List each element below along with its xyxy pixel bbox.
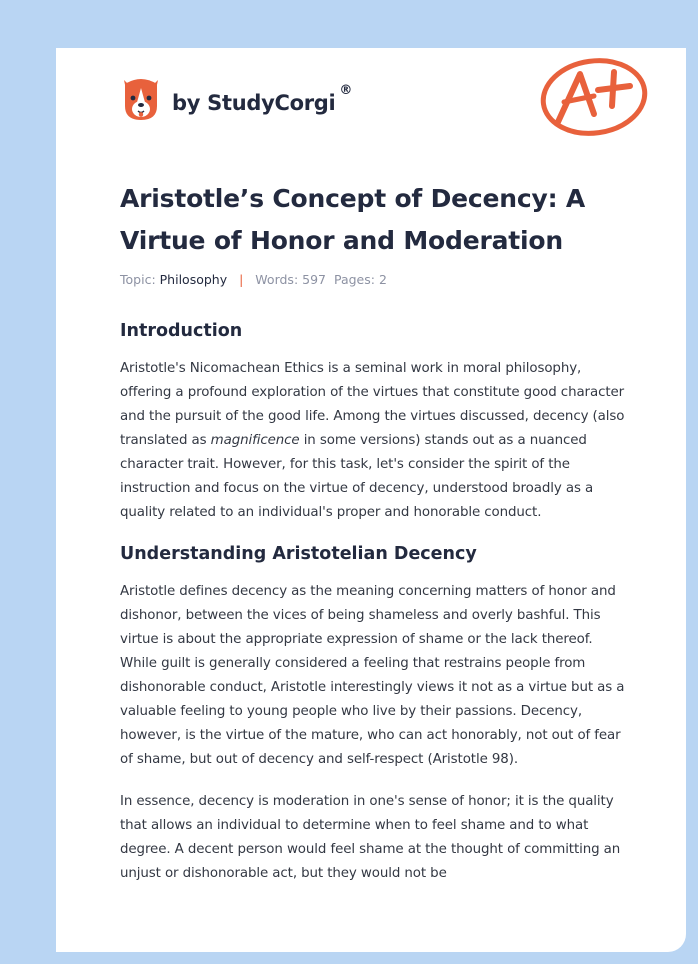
studycorgi-logo[interactable] <box>120 76 352 122</box>
pages-count: 2 <box>378 272 387 287</box>
article <box>120 178 632 886</box>
meta-separator: | <box>239 272 244 287</box>
topic-label: Topic: <box>120 272 156 287</box>
section-heading-introduction: Introduction <box>120 321 243 341</box>
pages-label: Pages: <box>333 272 375 287</box>
paragraph: Aristotle defines decency as the meaning concerning matters of honor and dishonor, between the vices of being shameless and overly bashful. This virtue is about the appropriate expression of shame or the lack thereof. While guilt is generally considered a feeling that restrains people from dishonorable conduct, Aristotle interestingly views it not as a virtue but as a valuable feeling to young people who live by their passions. Decency, however, is the virtue of the mature, who can act honorably, not out of fear of shame, but out of decency and self-respect (Aristotle 98). <box>120 584 625 767</box>
words-label: Words: <box>255 272 299 287</box>
words-count: 597 <box>302 272 326 287</box>
corgi-icon <box>120 76 162 122</box>
grade-badge <box>536 56 650 140</box>
italic-term: magnificence <box>210 433 300 448</box>
paragraph: In essence, decency is moderation in one's sense of honor; it is the quality that allows an individual to determine when to feel shame and to what degree. A decent person would feel shame at the thought of committing an unjust or dishonorable act, but they would not be <box>120 794 621 881</box>
topic-link[interactable]: Philosophy <box>159 272 228 287</box>
paragraph: Aristotle's Nicomachean Ethics is a seminal work in moral philosophy, offering a profound exploration of the virtues that constitute good character and the pursuit of the good life. Among the virtues discussed, decency (also translated as magnificence in some versions) stands out as a nuanced character trait. However, for this task, let's consider the spirit of the instruction and focus on the virtue of decency, understood broadly as a quality related to an individual's proper and honorable conduct. <box>120 361 625 520</box>
brand-name: by StudyCorgi <box>172 91 336 115</box>
article-meta <box>120 271 632 289</box>
section-heading-understanding: Understanding Aristotelian Decency <box>120 544 477 564</box>
document-page <box>56 48 686 952</box>
page-title: Aristotle’s Concept of Decency: A Virtue of Honor and Moderation <box>120 184 586 255</box>
registered-mark: ® <box>339 82 353 98</box>
